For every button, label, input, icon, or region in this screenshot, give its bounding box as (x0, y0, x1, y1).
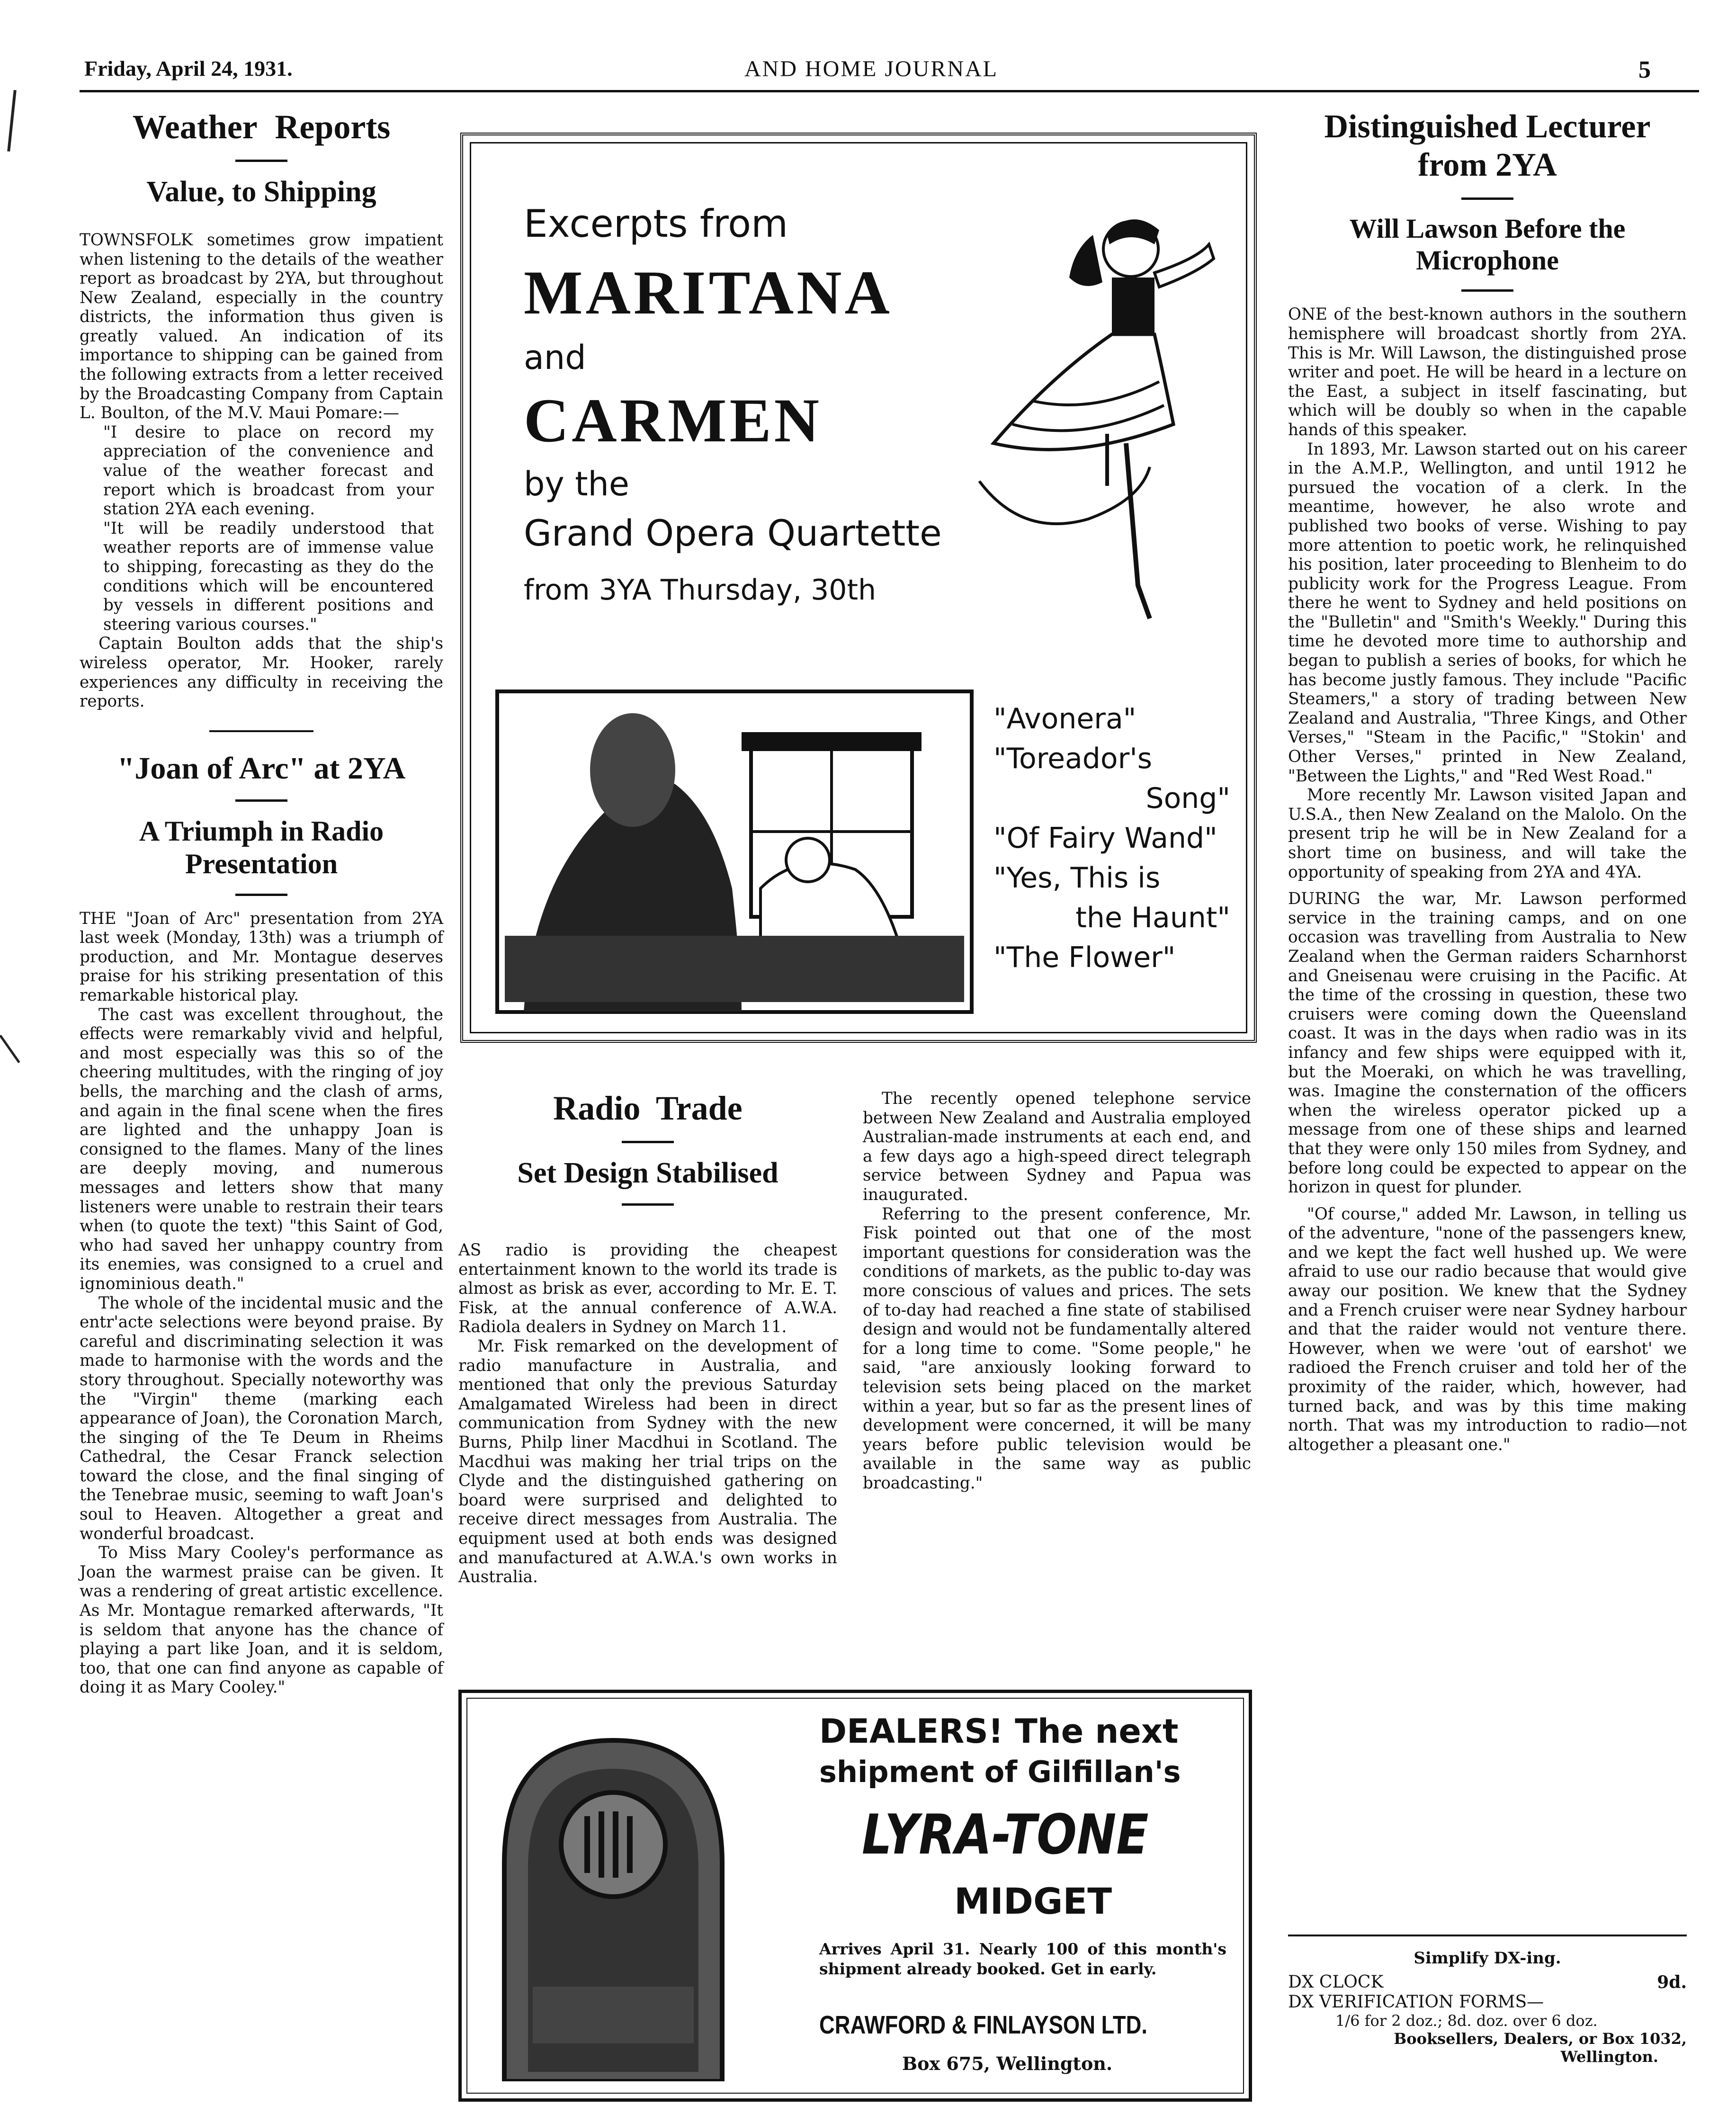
company-address: Box 675, Wellington. (902, 2053, 1113, 2074)
journal-title: AND HOME JOURNAL (744, 56, 998, 81)
dx-city: Wellington. (1560, 2048, 1658, 2066)
ad-excerpts-line: Excerpts from (524, 202, 788, 246)
weather-quote-1: "I desire to place on record my appreciation of the convenience and value of the weather forecast and report which is broadcast from your station 2YA each evening. (103, 422, 434, 519)
dx-clock-price: 9d. (1657, 1972, 1687, 1992)
radio-trade-paragraph-4: Referring to the present conference, Mr. Fisk pointed out that one of the most important questions for consideration was the conditions of markets, as the public to-day was more conscious of values and prices. The sets of to-day had reached a fine state of stabilised design and would not be fundamentally altered for a long time to come. "Some people," he said, "are anxiously looking forward to television sets being placed on the market within a year, but so far as the present lines of development were concerned, it will be many years before public television would be available in the same way as public broadcasting." (863, 1204, 1251, 1493)
dx-clock-row (1288, 1972, 1687, 1992)
title-divider (235, 894, 287, 896)
song-2: "Toreador's (993, 742, 1153, 775)
midget-label: MIDGET (954, 1880, 1112, 1922)
lawson-paragraph-3: More recently Mr. Lawson visited Japan and U.S.A., then New Zealand on the Malolo. On the present trip he will be in New Zealand for a short time on business, and will take the opportunity of speaking from 2YA and 4YA. (1288, 786, 1687, 882)
weather-reports-title: Weather Reports (132, 108, 391, 146)
shipment-line: shipment of Gilfillan's (819, 1755, 1181, 1789)
joan-paragraph-2: The cast was excellent throughout, the effects were remarkably vivid and helpful, and most especially was this so of the cheering multitudes, with the ringing of joy bells, the marching and the clash of arms, and again in the final scene when the fires are lighted and the unhappy Joan is consigned to the flames. Many of the lines are deeply moving, and numerous messages and letters show that many listeners were unable to restrain their tears when (to quote the text) "this Saint of God, who had saved her unhappy country from its enemies, was consigned to a cruel and ignominious death." (80, 1005, 443, 1293)
lawson-paragraph-2: In 1893, Mr. Lawson started out on his career in the A.M.P., Wellington, and until 1912 he pursued the vocation of a clerk. In the meantime, however, he also wrote and published two books of verse. Wishing to pay more attention to poetic work, he relinquished his position, later proceeding to Blenheim to do publicity work for the Progress League. From there he went to Sydney and held positions on the "Bulletin" and "Smith's Weekly." During this time he devoted more time to authorship and began to publish a series of books, for which he has become justly famous. They include "Pacific Steamers," a story of trading between New Zealand and Australia, "Three Kings, and Other Verses," "Steam in the Pacific," "Stokin' and Other Verses," printed in New Zealand, "Between the Lights," and "Red West Road." (1288, 439, 1687, 786)
song-2-cont: Song" (1145, 782, 1230, 815)
dx-ad-title: Simplify DX-ing. (1414, 1949, 1561, 1968)
title-divider (622, 1141, 674, 1143)
radio-set-illustration (490, 1721, 736, 2081)
opera-scene-illustration (495, 690, 974, 1014)
song-list (993, 699, 1230, 977)
section-divider (209, 730, 313, 732)
ad-maritana: MARITANA (524, 258, 893, 327)
lawson-paragraph-4: DURING the war, Mr. Lawson performed service in the training camps, and on one occasion was travelling from Australia to New Zealand when the German raiders Scharnhorst and Gneisenau were cruising in the Pacific. At the time of the crossing in question, these two cruisers were coming down the Queensland coast. It was in the days when radio was in its infancy and few ships were equipped with it, but the Moeraki, on which he was travelling, was. Imagine the consternation of the officers when the wireless operator picked up a message from one of these ships and learned that they were only 150 miles from Sydney, and before long could be expected to appear on the horizon in quest for plunder. (1288, 889, 1687, 1197)
ad-by-the: by the (524, 465, 629, 503)
lawson-paragraph-1: ONE of the best-known authors in the southern hemisphere will broadcast shortly from 2YA. This is Mr. Will Lawson, the distinguished prose writer and poet. He will be heard in a lecture on the East, a subject in itself fascinating, but which will be doubly so when in the capable hands of this speaker. (1288, 305, 1687, 439)
title-divider (622, 1203, 674, 1206)
joan-paragraph-3: The whole of the incidental music and the entr'acte selections were beyond praise. By careful and discriminating selection it was made to harmonise with the words and the story throughout. Specially noteworthy was the "Virgin" theme (marking each appearance of Joan), the Coronation March, the singing of the Te Deum in Rheims Cathedral, the Cesar Franck selection toward the close, and the final singing of the Tenebrae music, seeming to waft Joan's soul to Heaven. Altogether a great and wonderful broadcast. (80, 1293, 443, 1543)
song-5: "The Flower" (993, 941, 1176, 974)
title-divider (1461, 289, 1513, 292)
title-divider (1461, 197, 1513, 200)
radio-trade-column-a (458, 1241, 837, 1587)
weather-reports-subtitle: Value, to Shipping (146, 175, 376, 208)
dx-forms-detail: 1/6 for 2 doz.; 8d. doz. over 6 doz. (1335, 2012, 1598, 2030)
radio-trade-paragraph-1: AS radio is providing the cheapest entertainment known to the world its trade is almost as brisk as ever, according to Mr. E. T. Fisk, at the annual conference of A.W.A. Radiola dealers in Sydney on March 11. (458, 1241, 837, 1337)
dx-forms-label: DX VERIFICATION FORMS— (1288, 1992, 1544, 2012)
margin-mark (7, 90, 17, 152)
joan-of-arc-subtitle: A Triumph in Radio Presentation (139, 815, 384, 879)
lecturer-title: Distinguished Lecturer from 2YA (1324, 108, 1651, 183)
weather-paragraph-1: TOWNSFOLK sometimes grow impatient when listening to the details of the weather report as broadcast by 2YA, but throughout New Zealand, especially in the country districts, the information thus given is greatly valued. An indication of its importance to shipping can be gained from the following extracts from a letter received by the Broadcasting Company from Captain L. Boulton, of the M.V. Maui Pomare:— (80, 230, 443, 423)
radio-trade-header (458, 1089, 837, 1219)
lyra-tone-advertisement (458, 1690, 1252, 2102)
dealers-headline: DEALERS! The next (819, 1712, 1179, 1751)
column-1 (80, 108, 443, 1697)
page-number: 5 (1638, 56, 1651, 83)
column-4 (1288, 108, 1687, 1454)
joan-of-arc-title: "Joan of Arc" at 2YA (117, 751, 406, 786)
weather-quote-2: "It will be readily understood that weather reports are of immense value to shipping, forecasting as they do the conditions which will be encountered by vessels in different positions and steering various courses." (103, 519, 434, 634)
lecturer-subtitle: Will Lawson Before the Microphone (1349, 213, 1626, 276)
joan-paragraph-1: THE "Joan of Arc" presentation from 2YA last week (Monday, 13th) was a triumph of production, and Mr. Montague deserves praise for his striking presentation of this remarkable historical play. (80, 909, 443, 1005)
header-rule (80, 90, 1699, 92)
radio-trade-paragraph-2: Mr. Fisk remarked on the development of radio manufacture in Australia, and mentioned that only the previous Saturday Amalgamated Wireless had been in direct communication from Sydney with the new Burns, Philp liner Macdhui in Scotland. The Macdhui was making her trial trips on the Clyde and the distinguished gathering on board were surprised and delighted to receive direct messages from Australia. The equipment used at both ends was designed and manufactured at A.W.A.'s own works in Australia. (458, 1336, 837, 1587)
radio-trade-paragraph-3: The recently opened telephone service between New Zealand and Australia employed Australian-made instruments at each end, and a few days ago a high-speed direct telegraph service between Sydney and Papua was inaugurated. (863, 1089, 1251, 1204)
weather-paragraph-2: Captain Boulton adds that the ship's wireless operator, Mr. Hooker, rarely experiences any difficulty in receiving the reports. (80, 634, 443, 711)
arrival-note: Arrives April 31. Nearly 100 of this month's shipment already booked. Get in early. (819, 1940, 1226, 1978)
dx-classified-ad (1288, 1935, 1687, 2066)
page-date: Friday, April 24, 1931. (84, 56, 293, 81)
joan-paragraph-4: To Miss Mary Cooley's performance as Joan the warmest praise can be given. It was a rendering of great artistic excellence. As Mr. Montague remarked afterwards, "It is seldom that anyone has the chance of playing a part like Joan, and it is seldom, too, that one can find anyone as capable of doing it as Mary Cooley." (80, 1543, 443, 1697)
ad-carmen: CARMEN (524, 385, 822, 455)
song-4: "Yes, This is (993, 861, 1161, 895)
radio-trade-subtitle: Set Design Stabilised (517, 1156, 779, 1189)
lawson-paragraph-5: "Of course," added Mr. Lawson, in telling us of the adventure, "none of the passengers knew, and we kept the fact well hushed up. We were afraid to use our radio because that would give away our position. We knew that the Sydney and a French cruiser were near Sydney harbour and that the raider would not venture there. However, when we were 'out of earshot' we radioed the French cruiser and told her of the proximity of the raider, which, however, had turned back, and was by this time making north. That was my introduction to radio—not altogether a pleasant one." (1288, 1204, 1687, 1454)
song-4-cont: the Haunt" (1075, 901, 1230, 934)
opera-advertisement (460, 133, 1257, 1043)
dx-sellers: Booksellers, Dealers, or Box 1032, (1394, 2030, 1687, 2048)
ad-quartette: Grand Opera Quartette (524, 512, 942, 554)
song-1: "Avonera" (993, 702, 1136, 735)
ad-and: and (524, 338, 586, 377)
radio-trade-column-b (863, 1089, 1251, 1493)
margin-mark (0, 1035, 20, 1063)
song-3: "Of Fairy Wand" (993, 822, 1217, 855)
ad-station-date: from 3YA Thursday, 30th (524, 573, 877, 607)
title-divider (235, 799, 287, 802)
lyra-tone-name: LYRA-TONE (862, 1803, 1149, 1867)
dancer-illustration (951, 178, 1221, 633)
radio-trade-title: Radio Trade (553, 1089, 743, 1127)
dx-clock-label: DX CLOCK (1288, 1972, 1384, 1992)
company-name: CRAWFORD & FINLAYSON LTD. (819, 2011, 1147, 2039)
title-divider (235, 160, 287, 162)
